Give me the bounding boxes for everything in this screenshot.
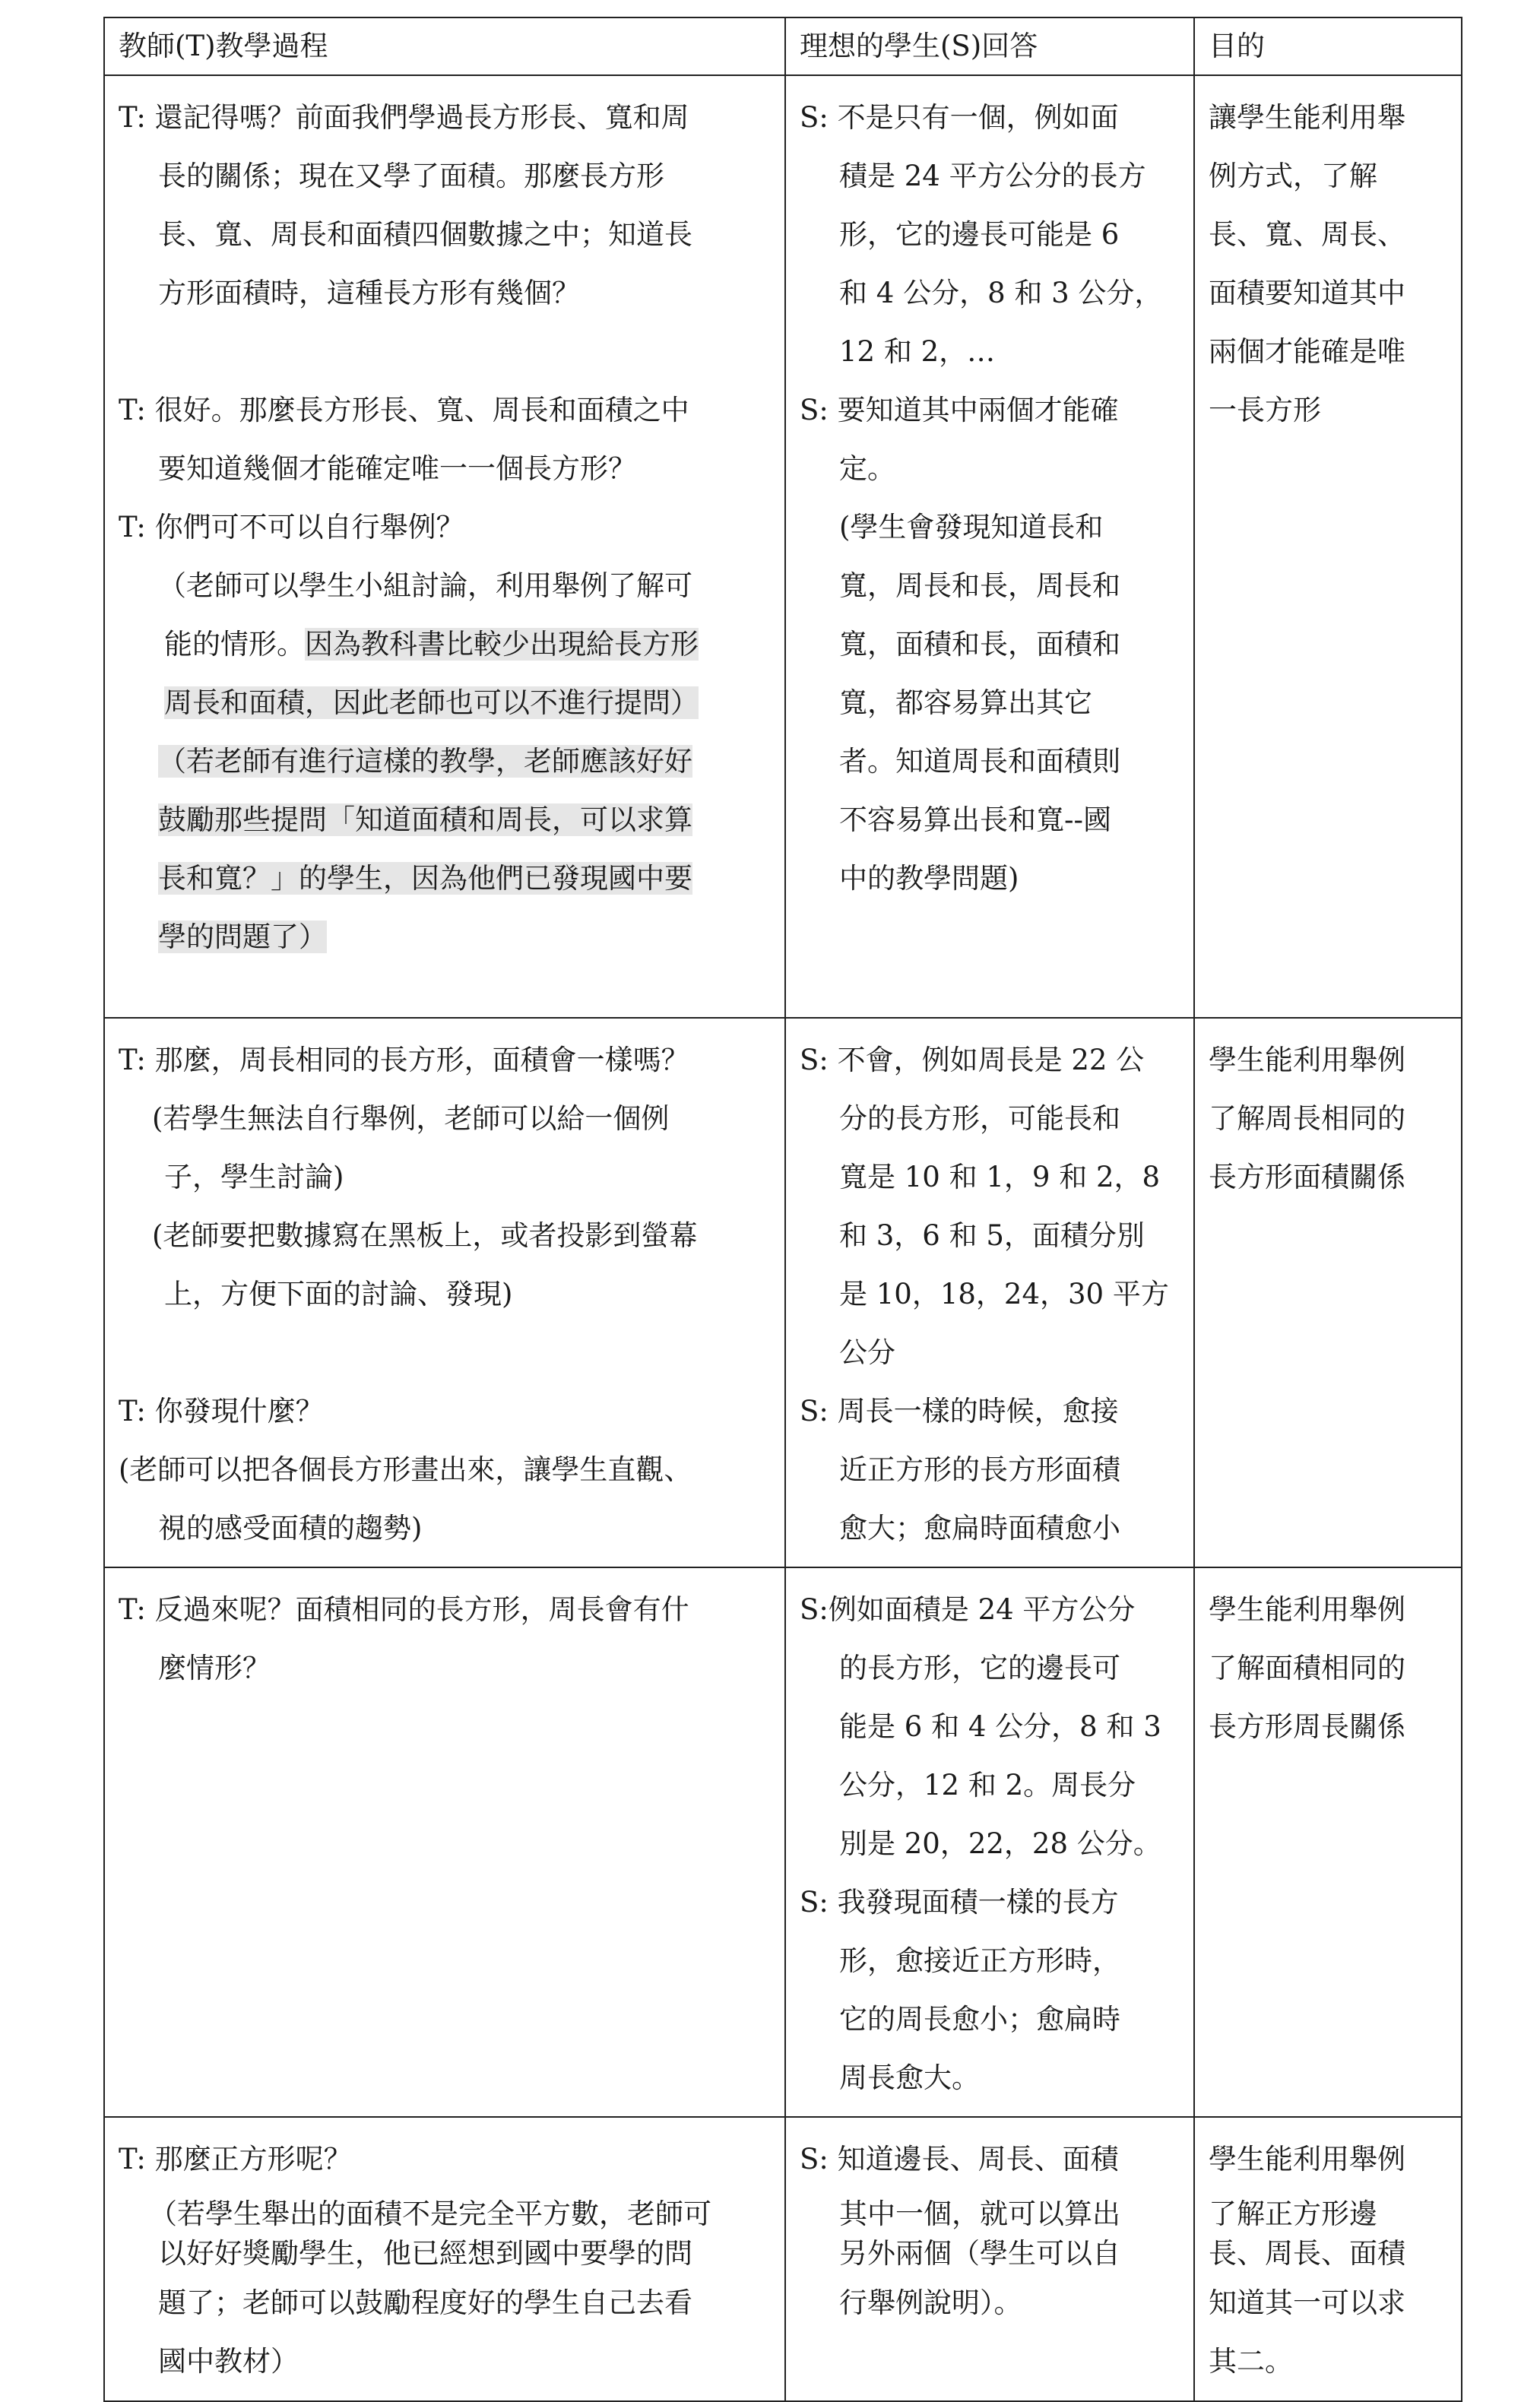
text-line: 長方形面積關係 bbox=[1209, 1161, 1405, 1193]
text-line: 學生能利用舉例 bbox=[1209, 1593, 1405, 1626]
text-line: 公分，12 和 2。周長分 bbox=[839, 1769, 1136, 1802]
teacher-cell bbox=[104, 1018, 785, 1567]
text-line: 視的感受面積的趨勢) bbox=[158, 1512, 423, 1545]
text-line: 鼓勵那些提問「知道面積和周長，可以求算 bbox=[158, 803, 692, 836]
text-line: T: 反過來呢？面積相同的長方形，周長會有什 bbox=[119, 1593, 689, 1626]
text-line: S: 不是只有一個，例如面 bbox=[800, 101, 1119, 134]
text-line: 寬，面積和長，面積和 bbox=[839, 628, 1120, 661]
table-row bbox=[104, 2117, 1462, 2401]
text-line: 要知道幾個才能確定唯一一個長方形？ bbox=[158, 452, 636, 485]
text-line: 題了；老師可以鼓勵程度好的學生自己去看 bbox=[158, 2286, 692, 2319]
text-line: 近正方形的長方形面積 bbox=[839, 1453, 1120, 1486]
text-line: 中的教學問題) bbox=[839, 862, 1019, 895]
text-line: 的長方形，它的邊長可 bbox=[839, 1652, 1120, 1684]
text-line: 例方式，了解 bbox=[1209, 160, 1377, 192]
text-line: (老師要把數據寫在黑板上，或者投影到螢幕 bbox=[152, 1219, 698, 1252]
text-line: 長和寬？」的學生，因為他們已發現國中要 bbox=[158, 862, 692, 895]
text-line: S:例如面積是 24 平方公分 bbox=[800, 1593, 1136, 1626]
text-line: 國中教材） bbox=[158, 2345, 299, 2378]
text-line: T: 你發現什麼？ bbox=[119, 1395, 324, 1428]
text-line: 周長愈大。 bbox=[839, 2061, 980, 2094]
text-line: 和 4 公分，8 和 3 公分， bbox=[839, 277, 1163, 309]
text-line: 長、寬、周長、 bbox=[1209, 218, 1405, 251]
text-line: 定。 bbox=[839, 452, 895, 485]
text-line: 周長和面積，因此老師也可以不進行提問） bbox=[164, 686, 699, 719]
text-line: 了解面積相同的 bbox=[1209, 1652, 1405, 1684]
text-line: 學生能利用舉例 bbox=[1209, 2143, 1405, 2175]
text-line: （若老師有進行這樣的教學，老師應該好好 bbox=[158, 745, 692, 778]
table-row bbox=[104, 1567, 1462, 2117]
student-cell bbox=[785, 1567, 1194, 2117]
text-line: （老師可以學生小組討論，利用舉例了解可 bbox=[158, 569, 692, 602]
text-line: 長、寬、周長和面積四個數據之中；知道長 bbox=[158, 218, 692, 251]
text-line: S: 要知道其中兩個才能確 bbox=[800, 394, 1119, 426]
text-line: 另外兩個（學生可以自 bbox=[839, 2237, 1120, 2270]
text-line: S: 不會，例如周長是 22 公 bbox=[800, 1044, 1145, 1076]
text-line: 學生能利用舉例 bbox=[1209, 1044, 1405, 1076]
text-line: 其二。 bbox=[1209, 2345, 1293, 2378]
text-line: 面積要知道其中 bbox=[1209, 277, 1405, 309]
purpose-cell bbox=[1194, 1567, 1462, 2117]
purpose-cell bbox=[1194, 75, 1462, 1018]
text-line: 其中一個，就可以算出 bbox=[839, 2198, 1120, 2230]
text-line: (老師可以把各個長方形畫出來，讓學生直觀、 bbox=[119, 1453, 692, 1486]
text-line: 能是 6 和 4 公分，8 和 3 bbox=[839, 1710, 1161, 1743]
student-cell bbox=[785, 75, 1194, 1018]
text-line: 者。知道周長和面積則 bbox=[839, 745, 1120, 778]
purpose-cell bbox=[1194, 1018, 1462, 1567]
text-line: 分的長方形，可能長和 bbox=[839, 1102, 1120, 1135]
teacher-cell bbox=[104, 2117, 785, 2401]
header-purpose: 目的 bbox=[1194, 17, 1462, 75]
text-line: 形，愈接近正方形時， bbox=[839, 1944, 1120, 1977]
highlighted-text: 因為教科書比較少出現給長方形 bbox=[305, 628, 699, 661]
table-row bbox=[104, 1018, 1462, 1567]
text-line: 它的周長愈小；愈扁時 bbox=[839, 2003, 1120, 2036]
text-line: 一長方形 bbox=[1209, 394, 1321, 426]
text-line: T: 很好。那麼長方形長、寬、周長和面積之中 bbox=[119, 394, 689, 426]
text-line: T: 那麼，周長相同的長方形，面積會一樣嗎？ bbox=[119, 1044, 689, 1076]
text-line: 學的問題了） bbox=[158, 921, 327, 953]
text-line: 了解正方形邊 bbox=[1209, 2198, 1377, 2230]
text-line: S: 知道邊長、周長、面積 bbox=[800, 2143, 1119, 2175]
student-cell bbox=[785, 1018, 1194, 1567]
table-header-row bbox=[104, 17, 1462, 75]
text-line: (學生會發現知道長和 bbox=[839, 511, 1104, 543]
text-line: 形，它的邊長可能是 6 bbox=[839, 218, 1120, 251]
header-student: 理想的學生(S)回答 bbox=[785, 17, 1194, 75]
text-line: 方形面積時，這種長方形有幾個？ bbox=[158, 277, 580, 309]
text-line: 麼情形？ bbox=[158, 1652, 271, 1684]
text-line: 是 10，18，24，30 平方 bbox=[839, 1278, 1169, 1310]
text-line: 12 和 2，… bbox=[839, 335, 996, 368]
text-line: 讓學生能利用舉 bbox=[1209, 101, 1405, 134]
text-line: 以好好獎勵學生，他已經想到國中要學的問 bbox=[158, 2237, 692, 2270]
text-line: 子，學生討論) bbox=[164, 1161, 344, 1193]
text-line: 公分 bbox=[839, 1336, 895, 1369]
text-line: T: 那麼正方形呢？ bbox=[119, 2143, 352, 2175]
text-line: 知道其一可以求 bbox=[1209, 2286, 1405, 2319]
text-line: (若學生無法自行舉例，老師可以給一個例 bbox=[152, 1102, 670, 1135]
text-line: 能的情形。因為教科書比較少出現給長方形 bbox=[164, 628, 699, 661]
header-teacher: 教師(T)教學過程 bbox=[104, 17, 785, 75]
student-cell bbox=[785, 2117, 1194, 2401]
text-line: 別是 20，22，28 公分。 bbox=[839, 1827, 1161, 1860]
text-line: 寬，都容易算出其它 bbox=[839, 686, 1092, 719]
text-line: 愈大；愈扁時面積愈小 bbox=[839, 1512, 1120, 1545]
teacher-cell bbox=[104, 1567, 785, 2117]
text-line: 和 3，6 和 5，面積分別 bbox=[839, 1219, 1145, 1252]
text-line: S: 周長一樣的時候，愈接 bbox=[800, 1395, 1119, 1428]
text-line: 長的關係；現在又學了面積。那麼長方形 bbox=[158, 160, 664, 192]
text-line: 積是 24 平方公分的長方 bbox=[839, 160, 1146, 192]
purpose-cell bbox=[1194, 2117, 1462, 2401]
text-line: 了解周長相同的 bbox=[1209, 1102, 1405, 1135]
text-line: 不容易算出長和寬--國 bbox=[839, 803, 1112, 836]
teacher-cell bbox=[104, 75, 785, 1018]
text-line: T: 你們可不可以自行舉例？ bbox=[119, 511, 464, 543]
table-row bbox=[104, 75, 1462, 1018]
text-line: S: 我發現面積一樣的長方 bbox=[800, 1886, 1119, 1919]
text-line: 寬，周長和長，周長和 bbox=[839, 569, 1120, 602]
lesson-plan-table bbox=[103, 17, 1462, 2402]
text-line: 行舉例說明）。 bbox=[839, 2286, 1022, 2319]
text-line: 長、周長、面積 bbox=[1209, 2237, 1405, 2270]
text-line: 上，方便下面的討論、發現) bbox=[164, 1278, 513, 1310]
text-line: 寬是 10 和 1，9 和 2，8 bbox=[839, 1161, 1161, 1193]
text-line: 長方形周長關係 bbox=[1209, 1710, 1405, 1743]
text-line: 兩個才能確是唯 bbox=[1209, 335, 1405, 368]
text-line: （若學生舉出的面積不是完全平方數，老師可 bbox=[149, 2198, 711, 2230]
text-line: T: 還記得嗎？前面我們學過長方形長、寬和周 bbox=[119, 101, 689, 134]
